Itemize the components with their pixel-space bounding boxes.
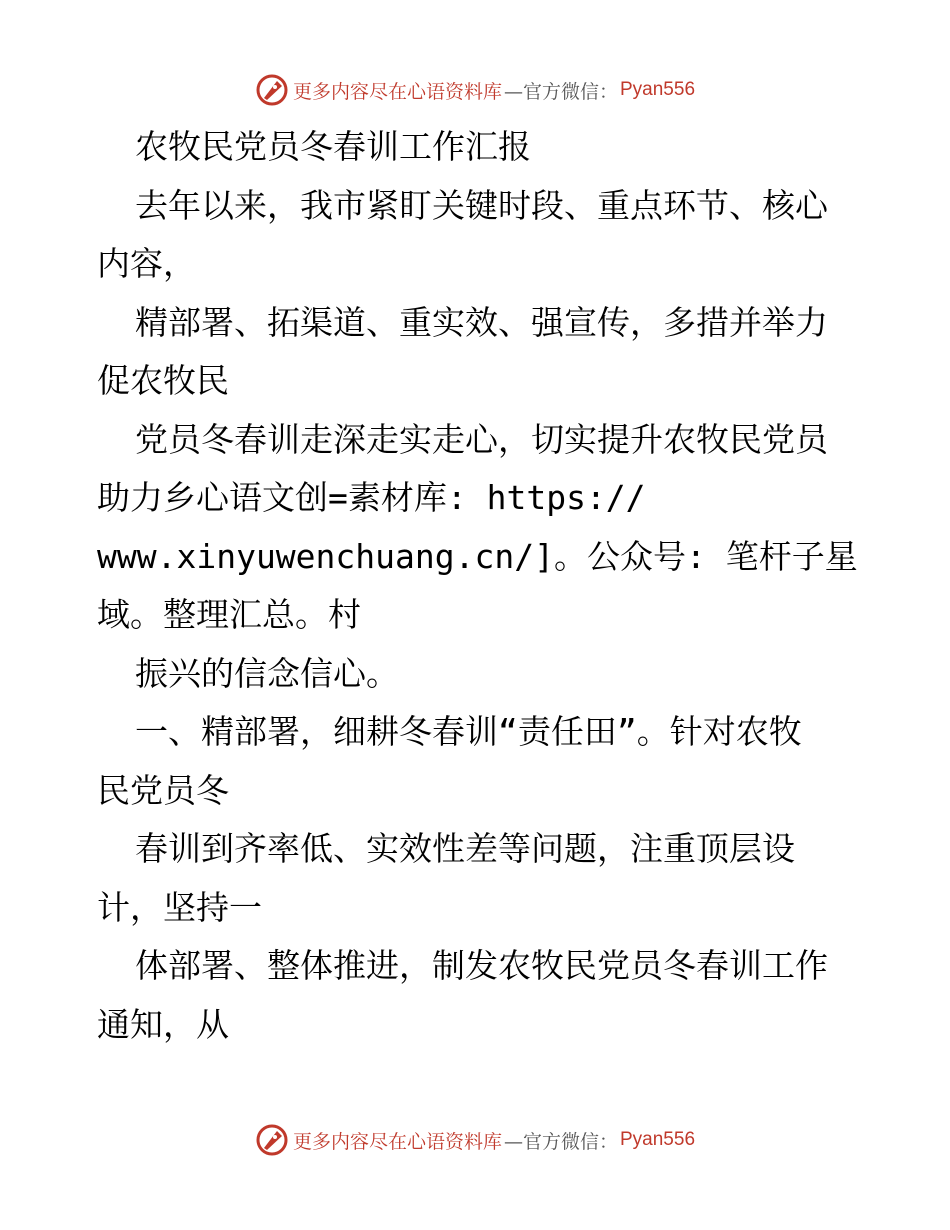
text-line: 振兴的信念信心。 [135,653,399,693]
text-line: 体部署、整体推进，制发农牧民党员冬春训工作 [135,946,828,985]
text-line: 计，坚持一 [97,887,262,927]
text-line: 精部署、拓渠道、重实效、强宣传，多措并举力 [135,302,828,342]
footer-banner [0,1120,950,1160]
text-line: www.xinyuwenchuang.cn/]。公众号: 笔杆子星 [97,536,858,576]
text-line: 春训到齐率低、实效性差等问题，注重顶层设 [135,829,795,868]
text-line: 域。整理汇总。村 [97,595,361,634]
banner-id-text: Pyan556 [620,1129,696,1150]
banner-dash-text: —官方微信： [503,80,618,103]
text-line: 内容， [97,244,196,283]
banner-site-text: 更多内容尽在心语资料库 [292,1130,502,1153]
banner-id-text: Pyan556 [620,79,696,100]
text-line: 通知，从 [97,1004,229,1044]
document-body [97,118,857,1054]
text-line: 一、精部署，细耕冬春训“责任田”。针对农牧 [135,712,802,751]
pen-nib-logo-icon [255,1123,289,1157]
banner-site-text: 更多内容尽在心语资料库 [292,80,502,103]
text-line: 去年以来，我市紧盯关键时段、重点环节、核心 [135,185,828,225]
pen-nib-logo-icon [255,73,289,107]
text-line: 民党员冬 [97,770,229,810]
text-line: 党员冬春训走深走实走心，切实提升农牧民党员 [135,419,828,459]
text-line: 促农牧民 [97,361,229,400]
banner-dash-text: —官方微信： [503,1130,618,1153]
text-line: 农牧民党员冬春训工作汇报 [135,127,531,166]
text-line: 助力乡心语文创=素材库: https:// [97,478,646,517]
header-banner [0,70,950,110]
